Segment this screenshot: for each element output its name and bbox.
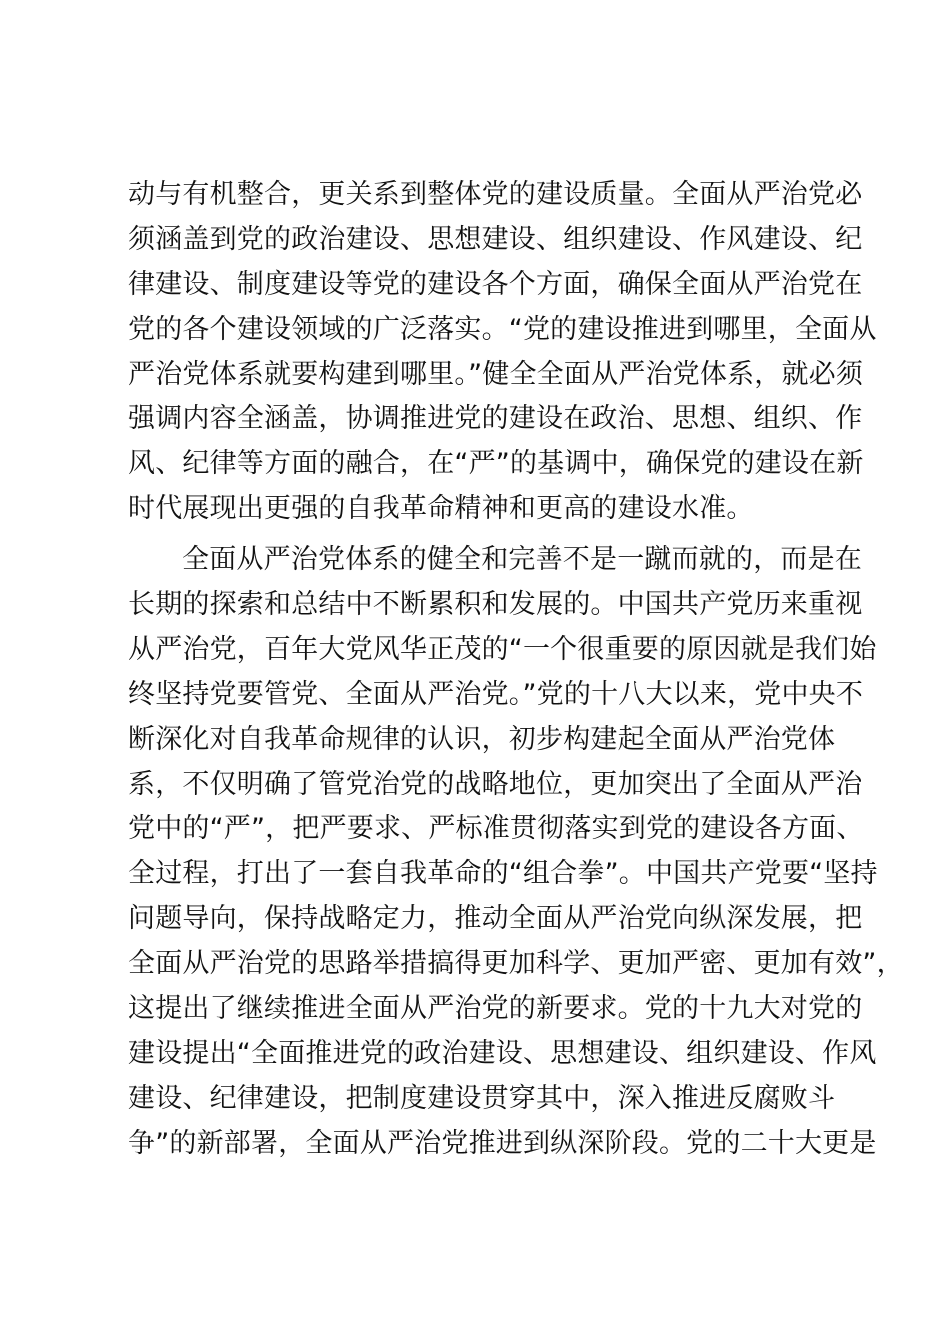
text-line: 全过程，打出了一套自我革命的“组合拳”。中国共产党要“坚持 (128, 858, 878, 890)
text-line: 党中的“严”，把严要求、严标准贯彻落实到党的建设各方面、 (128, 813, 864, 845)
text-line: 须涵盖到党的政治建设、思想建设、组织建设、作风建设、纪 (128, 223, 863, 255)
text-line: 全面从严治党体系的健全和完善不是一蹴而就的，而是在 (182, 544, 862, 576)
text-line: 终坚持党要管党、全面从严治党。”党的十八大以来，党中央不 (128, 678, 864, 710)
text-line: 系，不仅明确了管党治党的战略地位，更加突出了全面从严治 (128, 768, 863, 800)
text-line: 严治党体系就要构建到哪里。”健全全面从严治党体系，就必须 (128, 358, 864, 390)
text-line: 问题导向，保持战略定力，推动全面从严治党向纵深发展，把 (128, 903, 863, 935)
text-line: 强调内容全涵盖，协调推进党的建设在政治、思想、组织、作 (128, 403, 863, 435)
text-line: 风、纪律等方面的融合，在“严”的基调中，确保党的建设在新 (128, 448, 864, 480)
text-line: 长期的探索和总结中不断累积和发展的。中国共产党历来重视 (128, 589, 863, 621)
text-line: 断深化对自我革命规律的认识，初步构建起全面从严治党体 (128, 723, 836, 755)
text-line: 从严治党，百年大党风华正茂的“一个很重要的原因就是我们始 (128, 633, 877, 665)
paragraph-1 (128, 173, 877, 532)
text-line: 律建设、制度建设等党的建设各个方面，确保全面从严治党在 (128, 268, 863, 300)
document-body (128, 173, 904, 1167)
text-line: 这提出了继续推进全面从严治党的新要求。党的十九大对党的 (128, 993, 863, 1025)
text-line: 时代展现出更强的自我革命精神和更高的建设水准。 (128, 493, 754, 525)
text-line: 建设提出“全面推进党的政治建设、思想建设、组织建设、作风 (128, 1037, 877, 1069)
text-line: 建设、纪律建设，把制度建设贯穿其中，深入推进反腐败斗 (128, 1082, 836, 1114)
paragraph-2 (128, 538, 904, 1166)
text-line: 全面从严治党的思路举措搞得更加科学、更加严密、更加有效”， (128, 948, 904, 980)
text-line: 争”的新部署，全面从严治党推进到纵深阶段。党的二十大更是 (128, 1127, 877, 1159)
text-line: 党的各个建设领域的广泛落实。“党的建设推进到哪里，全面从 (128, 313, 877, 345)
text-line: 动与有机整合，更关系到整体党的建设质量。全面从严治党必 (128, 179, 863, 210)
